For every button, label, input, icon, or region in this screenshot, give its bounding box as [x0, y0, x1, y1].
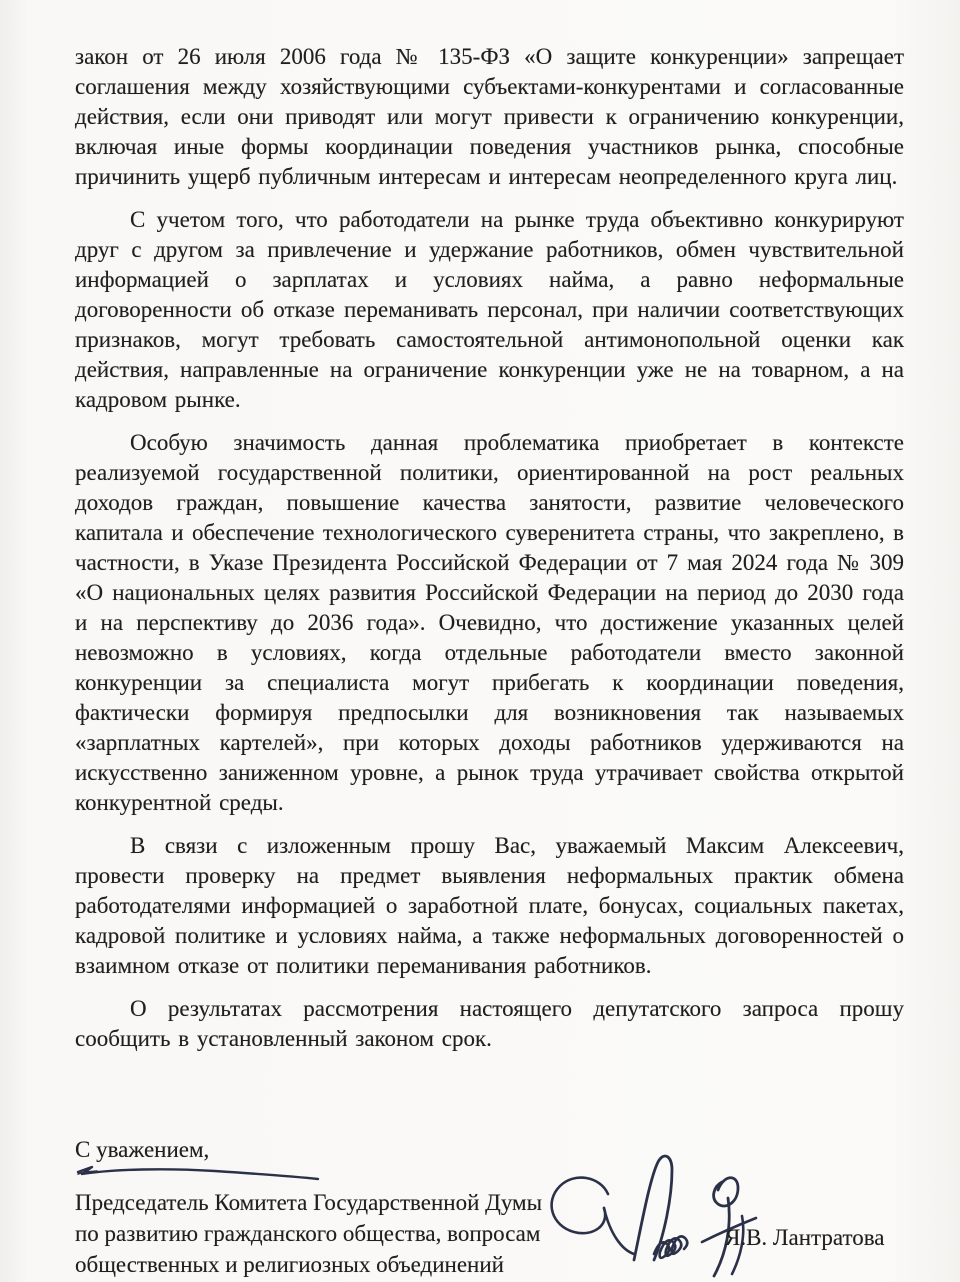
- handwritten-underline: [75, 1163, 325, 1181]
- position-line-2: по развитию гражданского общества, вопросам: [75, 1221, 541, 1246]
- letter-body: [75, 42, 904, 1054]
- closing-block: [75, 1134, 904, 1280]
- position-line-1: Председатель Комитета Государственной Думы: [75, 1190, 543, 1215]
- signer-position: [75, 1187, 635, 1280]
- paragraph-labor-market-competition: С учетом того, что работодатели на рынке труда объективно конкурируют друг с другом за привлечение и удержание работников, обмен чувствительной информацией о зарплатах и условиях найма, а равно неформальные договоренности об отказе переманивать персонал, при наличии соответствующих признаков, могут требовать самостоятельной антимонопольной оценки как действия, направленные на ограничение конкуренции уже не на товарном, а на кадровом рынке.: [75, 207, 904, 412]
- paragraph-request: В связи с изложенным прошу Вас, уважаемый Максим Алексеевич, провести проверку на предмет выявления неформальных практик обмена работодателями информацией о заработной плате, бонусах, социальных пакетах, кадровой политике и условиях найма, а также неформальных договоренностей о взаимном отказе от политики переманивания работников.: [75, 833, 904, 978]
- paragraph-law-reference: закон от 26 июля 2006 года № 135-ФЗ «О защите конкуренции» запрещает соглашения между хозяйствующими субъектами-конкурентами и согласованные действия, если они приводят или могут привести к ограничению конкуренции, включая иные формы координации поведения участников рынка, способные причинить ущерб публичным интересам и интересам неопределенного круга лиц.: [75, 44, 904, 189]
- paragraph-deadline: О результатах рассмотрения настоящего депутатского запроса прошу сообщить в установленный законом срок.: [75, 996, 904, 1051]
- paragraph-state-policy: Особую значимость данная проблематика приобретает в контексте реализуемой государственной политики, ориентированной на рост реальных доходов граждан, повышение качества занятости, развитие человеческого капитала и обеспечение технологического суверенитета страны, что закреплено, в частности, в Указе Президента Российской Федерации от 7 мая 2024 года № 309 «О национальных целях развития Российской Федерации на период до 2030 года и на перспективу до 2036 года». Очевидно, что достижение указанных целей невозможно в условиях, когда отдельные работодатели вместо законной конкуренции за специалиста могут прибегать к координации поведения, фактически формируя предпосылки для возникновения так называемых «зарплатных картелей», при которых доходы работников удерживаются на искусственно заниженном уровне, а рынок труда утрачивает свойства открытой конкурентной среды.: [75, 430, 904, 815]
- position-line-3: общественных и религиозных объединений: [75, 1252, 504, 1277]
- signer-name: Я.В. Лантратова: [725, 1225, 885, 1250]
- salutation: С уважением,: [75, 1137, 210, 1162]
